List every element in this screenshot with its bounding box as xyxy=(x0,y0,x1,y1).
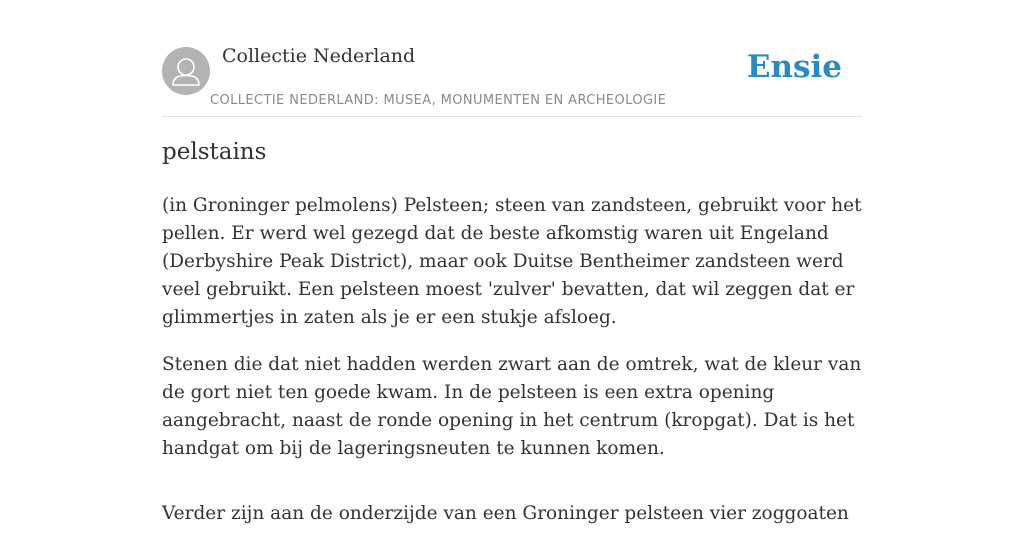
entry-header xyxy=(162,0,862,117)
author-name-link[interactable]: Collectie Nederland xyxy=(222,45,416,67)
avatar[interactable] xyxy=(162,47,210,95)
user-icon xyxy=(162,47,210,95)
entry-term-title: pelstains xyxy=(162,139,267,165)
definition-paragraph: Verder zijn aan de onderzijde van een Groninger pelsteen vier zoggoaten xyxy=(162,503,849,524)
page xyxy=(162,0,862,524)
ensie-logo-link[interactable]: Ensie xyxy=(746,49,842,85)
collection-link[interactable]: COLLECTIE NEDERLAND: MUSEA, MONUMENTEN EN ARCHEOLOGIE xyxy=(210,93,667,108)
definition-paragraph: (in Groninger pelmolens) Pelsteen; steen van zandsteen, gebruikt voor het pellen. Er werd wel gezegd dat de beste afkomstig waren uit Engeland (Derbyshire Peak District), maar ook Duitse Bentheimer zandsteen werd veel gebruikt. Een pelsteen moest 'zulver' bevatten, dat wil zeggen dat er glimmertjes in zaten als je er een stukje afsloeg. xyxy=(162,195,862,328)
entry-definition xyxy=(162,192,862,547)
definition-paragraph: Stenen die dat niet hadden werden zwart aan de omtrek, wat de kleur van de gort niet ten goede kwam. In de pelsteen is een extra opening aangebracht, naast de ronde opening in het centrum (kropgat). Dat is het handgat om bij de lageringsneuten te kunnen komen. xyxy=(162,354,862,459)
